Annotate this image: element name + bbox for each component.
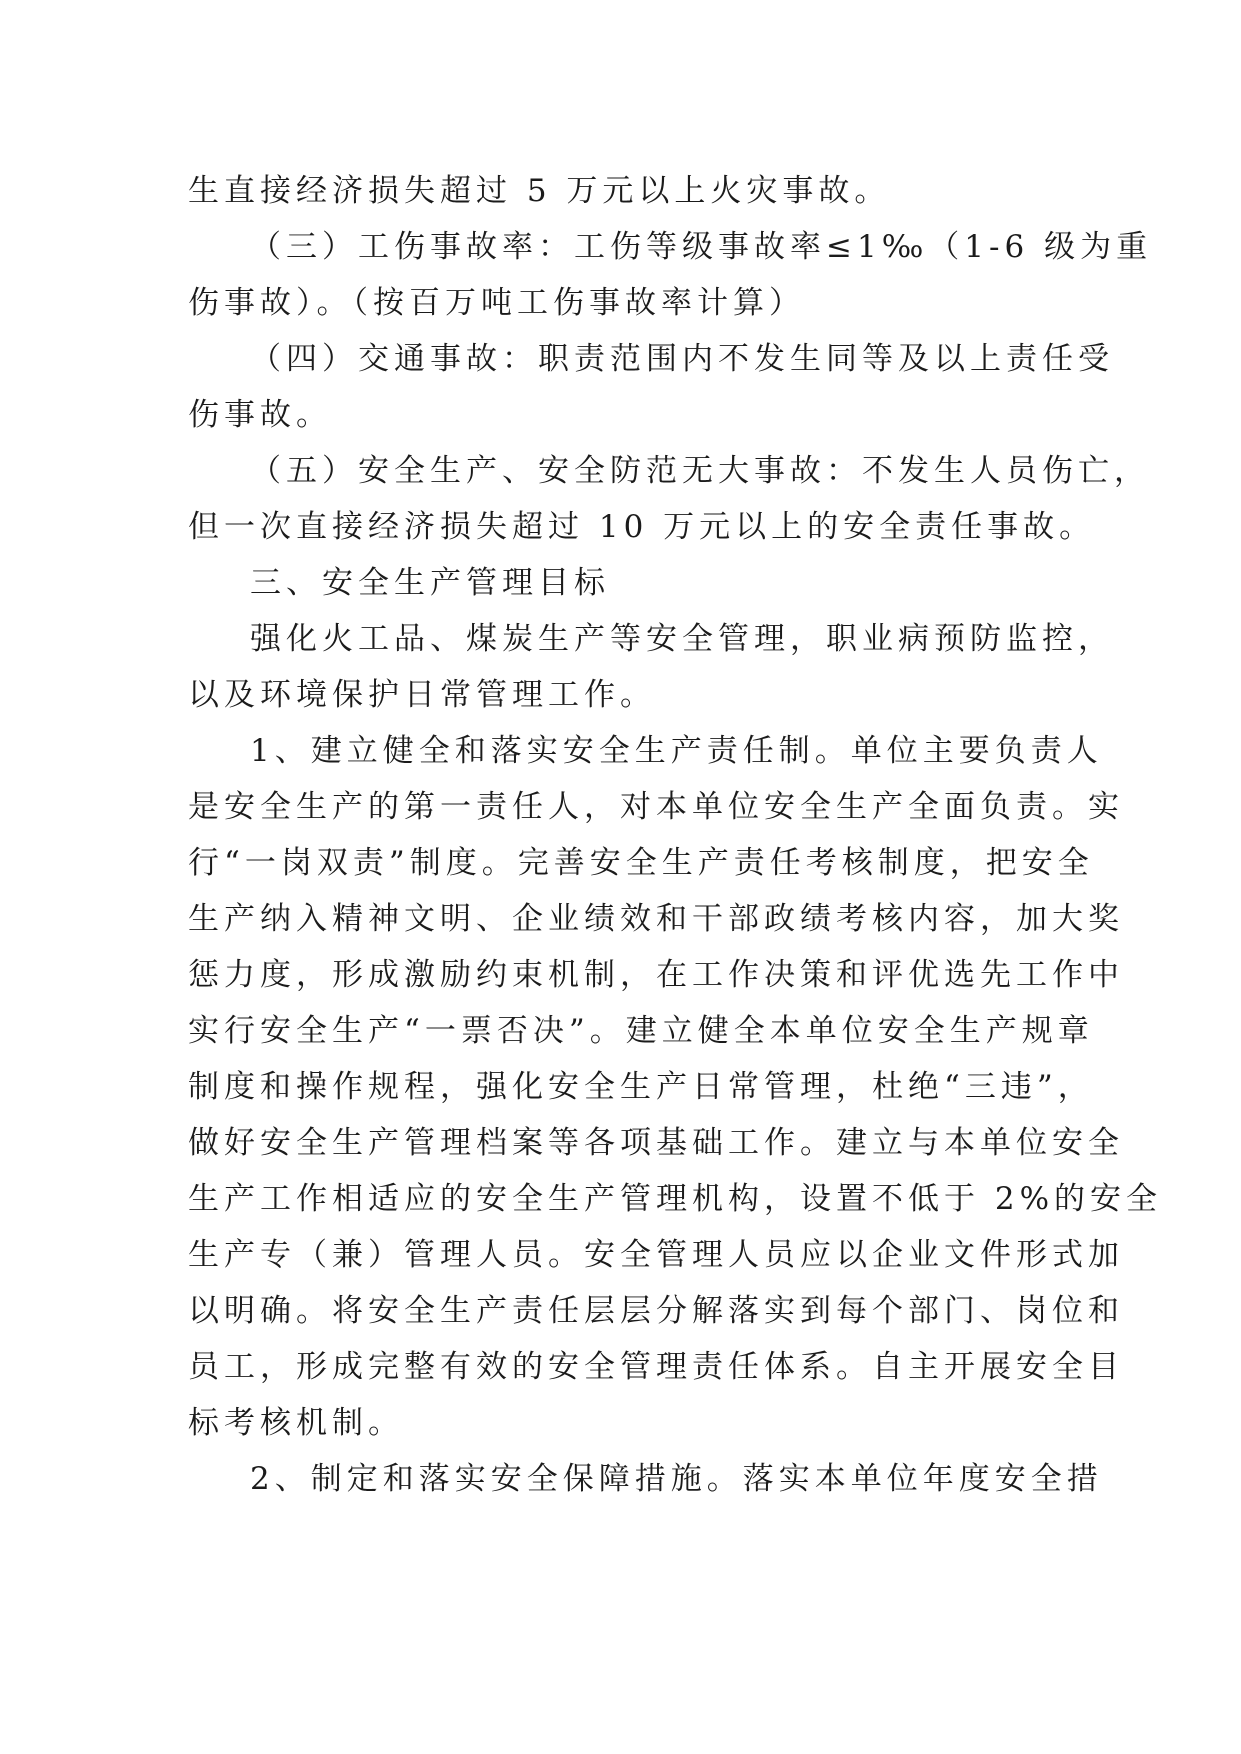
text-line-12: 是安全生产的第一责任人，对本单位安全生产全面负责。实 — [188, 789, 1124, 825]
text-line-23: 标考核机制。 — [188, 1405, 404, 1441]
text-line-4: （四）交通事故：职责范围内不发生同等及以上责任受 — [250, 341, 1114, 377]
text-line-20: 生产专（兼）管理人员。安全管理人员应以企业文件形式加 — [188, 1237, 1124, 1273]
text-line-24: 2、制定和落实安全保障措施。落实本单位年度安全措 — [250, 1461, 1103, 1497]
text-line-19: 生产工作相适应的安全生产管理机构，设置不低于 2%的安全 — [188, 1181, 1163, 1217]
text-line-5: 伤事故。 — [188, 397, 332, 433]
text-line-1: 生直接经济损失超过 5 万元以上火灾事故。 — [188, 173, 891, 209]
text-line-17: 制度和操作规程，强化安全生产日常管理，杜绝“三违”， — [188, 1069, 1094, 1105]
text-line-16: 实行安全生产“一票否决”。建立健全本单位安全生产规章 — [188, 1013, 1094, 1049]
text-line-10: 以及环境保护日常管理工作。 — [188, 677, 656, 713]
section-heading: 三、安全生产管理目标 — [250, 565, 610, 601]
text-line-6: （五）安全生产、安全防范无大事故：不发生人员伤亡， — [250, 453, 1150, 489]
text-line-14: 生产纳入精神文明、企业绩效和干部政绩考核内容，加大奖 — [188, 901, 1124, 937]
text-line-11: 1、建立健全和落实安全生产责任制。单位主要负责人 — [250, 733, 1103, 769]
text-line-21: 以明确。将安全生产责任层层分解落实到每个部门、岗位和 — [188, 1293, 1124, 1329]
text-line-15: 惩力度，形成激励约束机制，在工作决策和评优选先工作中 — [188, 957, 1124, 993]
text-line-2: （三）工伤事故率：工伤等级事故率≤1‰（1-6 级为重 — [250, 229, 1153, 265]
body-text — [188, 163, 1163, 1507]
text-line-9: 强化火工品、煤炭生产等安全管理，职业病预防监控， — [250, 621, 1114, 657]
text-line-22: 员工，形成完整有效的安全管理责任体系。自主开展安全目 — [188, 1349, 1124, 1385]
text-line-18: 做好安全生产管理档案等各项基础工作。建立与本单位安全 — [188, 1125, 1124, 1161]
text-line-3: 伤事故）。（按百万吨工伤事故率计算） — [188, 285, 805, 321]
text-line-13: 行“一岗双责”制度。完善安全生产责任考核制度，把安全 — [188, 845, 1094, 881]
text-line-7: 但一次直接经济损失超过 10 万元以上的安全责任事故。 — [188, 509, 1096, 545]
